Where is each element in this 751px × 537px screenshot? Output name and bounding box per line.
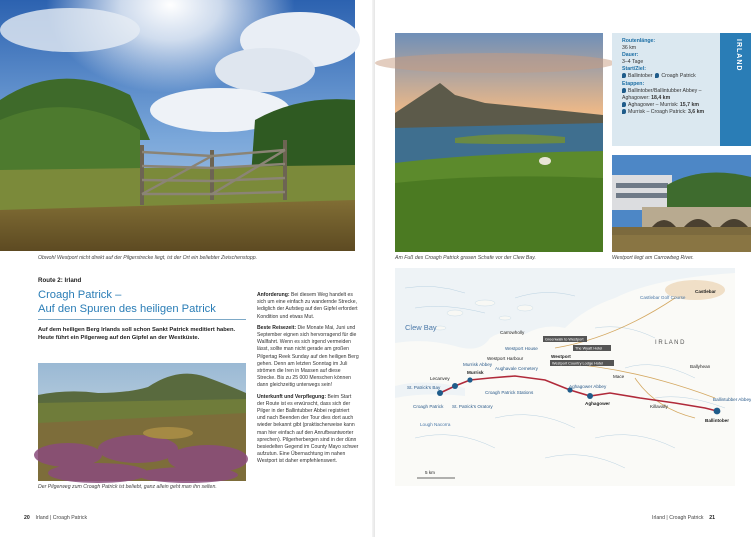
map-label-aghagower: Aghagower xyxy=(585,401,611,406)
photo3-caption: Am Fuß des Croagh Patrick grasen Schafe vor der Clew Bay. xyxy=(395,255,536,261)
stage-3-km: 3,6 km xyxy=(687,108,705,115)
map-label-westport-house: Westport House xyxy=(505,346,538,351)
page-number: 20 xyxy=(24,515,30,521)
map-label-carrowholly: Carrowholly xyxy=(500,330,525,335)
stage-1-label: Ballintober/Ballintubber Abbey – Aghagower: xyxy=(622,87,702,101)
footer-right xyxy=(652,515,715,521)
end-name: Croagh Patrick xyxy=(661,73,696,80)
route-tag: Route 2: Irland xyxy=(38,277,82,284)
stage-1-km: 18,4 km xyxy=(651,94,671,101)
stage-2 xyxy=(622,102,722,109)
stage-2-km: 15,7 km xyxy=(679,101,699,108)
footer-running-head: Irland | Croagh Patrick xyxy=(652,515,704,521)
side-tab xyxy=(720,33,751,146)
photo1-caption: Obwohl Westport nicht direkt auf der Pilgerstrecke liegt, ist der Ort ein beliebter Zwischenstopp. xyxy=(38,255,258,261)
map-label-westport-harbour: Westport Harbour xyxy=(487,356,524,361)
map-label-killavally: Killavally xyxy=(650,404,668,409)
route-map xyxy=(395,268,751,486)
map-label-castlebar-golf: Castlebar Golf Course xyxy=(640,295,686,300)
info-length-label: Routenlänge: xyxy=(622,38,656,44)
photo-gate-field xyxy=(0,0,355,251)
left-page xyxy=(0,0,375,537)
info-length-value: 36 km xyxy=(622,45,637,52)
map-label-ballyhean: Ballyhean xyxy=(690,364,711,369)
title-divider xyxy=(38,319,246,320)
start-name: Ballintober xyxy=(628,73,653,80)
para-head: Anforderung: xyxy=(257,292,290,298)
para-head: Unterkunft und Verpflegung: xyxy=(257,393,327,400)
pin-icon xyxy=(655,73,659,78)
photo-heather-mountain xyxy=(38,363,246,481)
map-label-stations: Croagh Patrick Stations xyxy=(485,390,534,395)
photo2-caption: Der Pilgerweg zum Croagh Patrick ist beliebt, ganz allein geht man ihn selten. xyxy=(38,484,217,490)
title-line2: Auf den Spuren des heiligen Patrick xyxy=(38,303,216,315)
info-column xyxy=(257,292,359,470)
map-label-ballintubber-abbey: Ballintubber Abbey xyxy=(713,397,751,402)
map-label-castlebar: Castlebar xyxy=(695,289,716,294)
route-info-text xyxy=(622,38,722,116)
map-label-westport: Westport xyxy=(551,354,571,359)
para-body: Die Monate Mai, Juni und September eignen sich hervorragend für die Wallfahrt. Wenn es sich irgend vermeiden lässt, sollte man nicht gerade am großen Pilgertag Reek Sunday auf den heiligen Berg gehen. Denn am letzten Sonntag im Juli strömen die Iren in Massen auf diese Strecke. Bis zu 25 000 Menschen können dann gleichzeitig unterwegs sein! xyxy=(257,324,359,389)
map-label-murrisk: Murrisk xyxy=(467,370,484,375)
info-duration-value: 3–4 Tage xyxy=(622,59,644,66)
map-label-croagh-patrick: Croagh Patrick xyxy=(413,404,444,409)
para-body: Beim Start der Route ist es erwünscht, dass sich der Pilger in der Ballintubber Abbei registriert und nach Beenden der Tour dies dort auch wieder bekannt gibt (praktischerweise kann man hier einfach auf den Anrufbeantworter sprechen). Pilgerherbergen sind in der dünn besiedelten Gegend im County Mayo schwer aufzutun. Eine Übernachtung im nahen Westport ist daher empfehlenswert. xyxy=(257,393,359,465)
footer-running-head: Irland | Croagh Patrick xyxy=(35,515,88,521)
map-label-lecanvey: Lecanvey xyxy=(430,376,450,381)
map-label-ballintober: Ballintober xyxy=(705,418,729,423)
photo4-caption: Westport liegt am Carrowbeg River. xyxy=(612,255,694,261)
map-label-clew-bay: Clew Bay xyxy=(405,323,437,332)
para-head: Beste Reisezeit: xyxy=(257,324,297,331)
map-label-murrisk-abbey: Murrisk Abbey xyxy=(463,362,493,367)
info-duration-label: Dauer: xyxy=(622,52,639,59)
para-season xyxy=(257,325,359,390)
map-label-aughavale: Aughavale Cemetery xyxy=(495,366,538,371)
stage-2-label: Aghagower – Murrisk: xyxy=(628,101,679,108)
stage-3 xyxy=(622,109,722,116)
map-tag-wyatt: The Wyatt Hotel xyxy=(575,346,603,351)
info-stages-label: Etappen: xyxy=(622,80,645,87)
pin-icon xyxy=(622,109,626,114)
page-title xyxy=(38,288,248,316)
map-label-lough-nacorra: Lough Nacorra xyxy=(420,422,451,427)
stage-3-label: Murrisk – Croagh Patrick: xyxy=(628,108,687,115)
intro-text: Auf dem heiligen Berg Irlands soll schon Sankt Patrick meditiert haben. Heute führt ein Pilgerweg auf den Gipfel an der Westküste. xyxy=(38,327,236,341)
photo-clew-bay xyxy=(395,33,603,252)
page-number: 21 xyxy=(709,515,716,521)
para-requirement xyxy=(257,292,359,321)
para-body: Bei diesem Weg handelt es sich um eine einfach zu wandernde Strecke, lediglich der Aufstieg auf den Gipfel erfordert Kondition und etwas Mut. xyxy=(257,292,358,320)
side-tab-label: IRLAND xyxy=(735,39,742,72)
map-tag-greenwalk: Greenwalk to Westport xyxy=(545,337,584,342)
pin-icon xyxy=(622,88,626,93)
map-label-aghagower-abbey: Aghagower Abbey xyxy=(569,384,607,389)
map-label-st-patricks-bay: St. Patrick's Bay xyxy=(407,385,441,390)
map-label-irland: I R L A N D xyxy=(655,340,685,346)
pin-icon xyxy=(622,102,626,107)
map-tag-lodge: Westport Country Lodge Hotel xyxy=(552,361,604,366)
map-scale-label: 5 km xyxy=(425,470,435,475)
info-startend-label: Start/Ziel: xyxy=(622,66,646,73)
para-lodging xyxy=(257,394,359,466)
title-line1: Croagh Patrick – xyxy=(38,289,122,301)
photo-westport-bridge xyxy=(612,155,751,252)
info-startend-value xyxy=(622,73,722,80)
pin-icon xyxy=(622,73,626,78)
map-label-mace: Mace xyxy=(613,374,625,379)
stage-1 xyxy=(622,88,722,102)
map-label-oratory: St. Patrick's Oratory xyxy=(452,404,493,409)
footer-left xyxy=(24,515,87,521)
